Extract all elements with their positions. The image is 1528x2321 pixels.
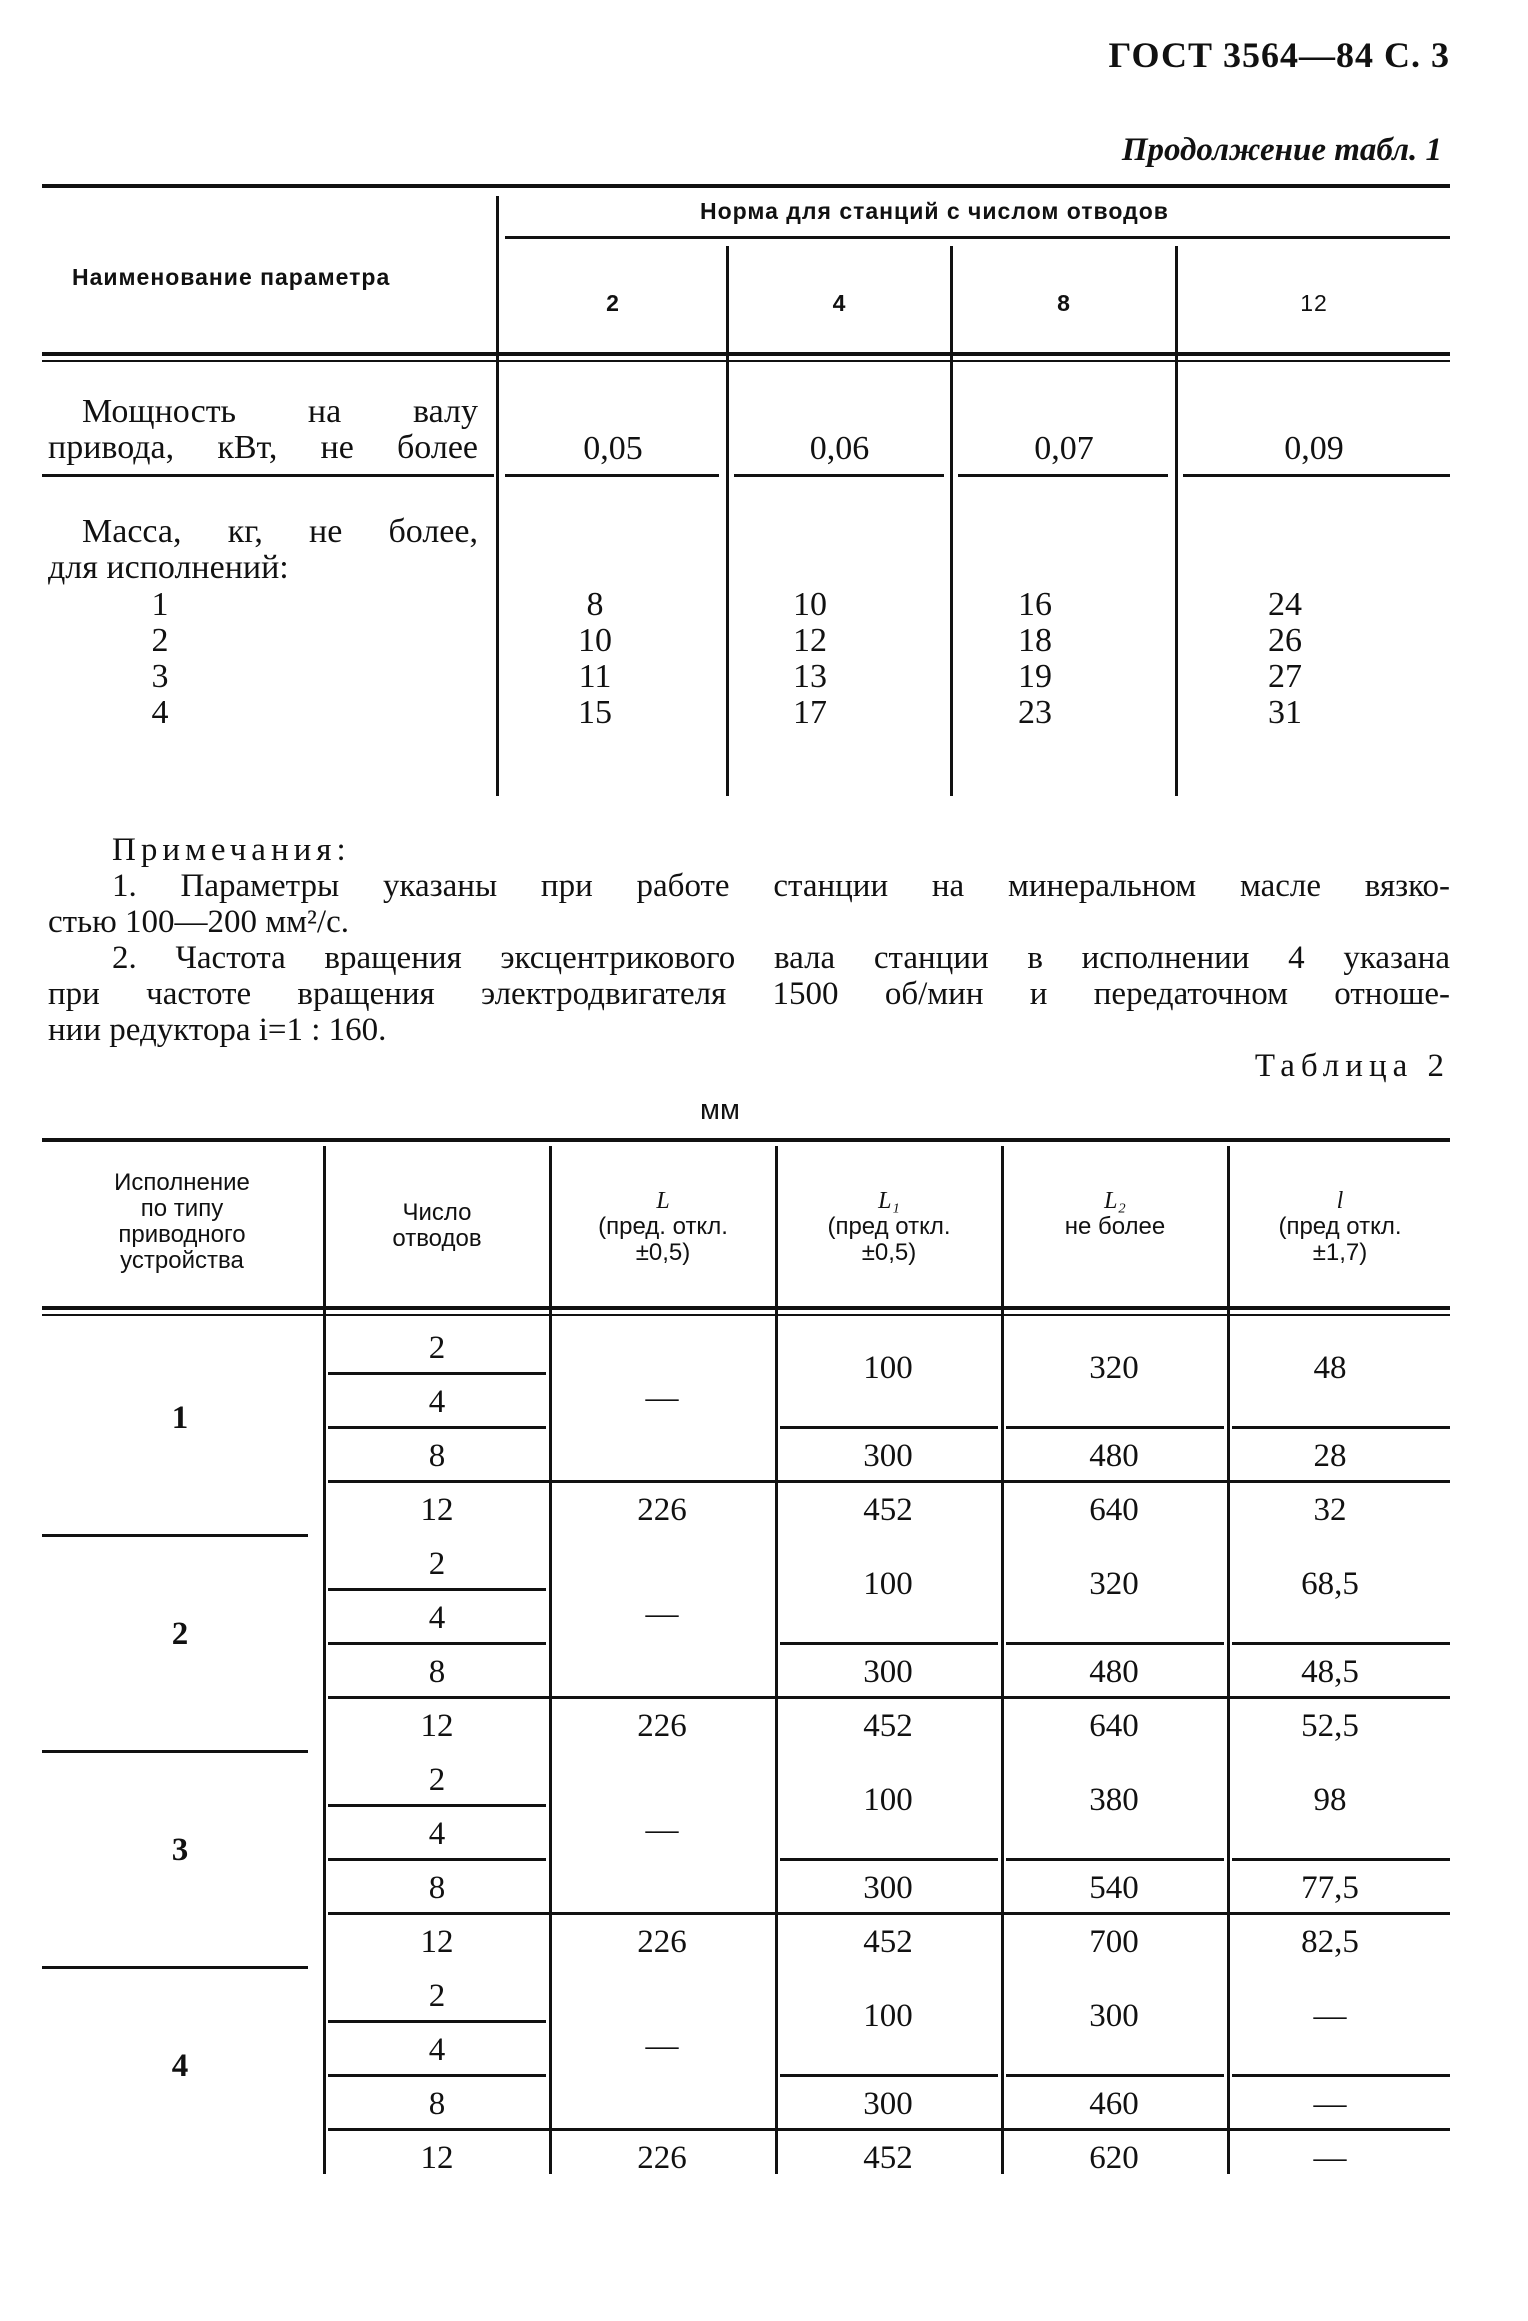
count-cell: 8 <box>428 2086 446 2122</box>
header-exec-line: приводного <box>118 1221 246 1248</box>
count-cell: 12 <box>420 1924 454 1960</box>
row-rule <box>328 1642 546 1645</box>
table1-vline-4 <box>1175 246 1178 796</box>
mass-value: 10 <box>793 586 827 623</box>
L2-cell: 620 <box>1089 2140 1139 2176</box>
table1-col-4: 4 <box>832 290 847 316</box>
header-L1 <box>778 1188 1000 1266</box>
L1-cell: 100 <box>863 1350 913 1386</box>
mass-exec: 1 <box>151 586 169 623</box>
L-dash: — <box>645 2028 679 2064</box>
header-L-line: ±0,5) <box>635 1239 691 1266</box>
table2-header-rule-2 <box>42 1314 1450 1316</box>
group-exec: 3 <box>171 1832 189 1868</box>
power-rule-c2 <box>734 474 944 477</box>
count-cell: 12 <box>420 1492 454 1528</box>
mass-value: 24 <box>1268 586 1302 623</box>
L2-cell: 300 <box>1089 1998 1139 2034</box>
L2-cell: 480 <box>1089 1654 1139 1690</box>
mass-exec: 2 <box>151 622 169 659</box>
row-rule <box>328 1588 546 1591</box>
header-count-line: Число <box>402 1199 472 1226</box>
power-value-12: 0,09 <box>1284 430 1344 467</box>
table1-group-header: Норма для станций с числом отводов <box>700 198 1169 224</box>
mass-value: 23 <box>1018 694 1052 731</box>
l-cell: 77,5 <box>1301 1870 1359 1906</box>
l-cell: 32 <box>1313 1492 1347 1528</box>
mass-value: 31 <box>1268 694 1302 731</box>
L1-cell: 100 <box>863 1998 913 2034</box>
row-rule <box>328 1480 1450 1483</box>
table1-continuation-caption: Продолжение табл. 1 <box>1121 132 1442 168</box>
L2-cell: 380 <box>1089 1782 1139 1818</box>
mass-value: 12 <box>793 622 827 659</box>
l-cell: 82,5 <box>1301 1924 1359 1960</box>
table2-vline-2 <box>549 1146 552 2174</box>
L-dash: — <box>645 1596 679 1632</box>
table1-col-8: 8 <box>1057 290 1071 316</box>
L-cell: 226 <box>637 1924 687 1960</box>
table1-top-rule <box>42 184 1450 188</box>
group-rule <box>42 1534 308 1537</box>
header-L2-line: не более <box>1064 1213 1166 1240</box>
header-L2 <box>1004 1188 1226 1240</box>
mass-label-line1: Масса, кг, не более, <box>82 513 478 550</box>
page-header: ГОСТ 3564—84 С. 3 <box>1108 35 1450 75</box>
l-cell: 28 <box>1313 1438 1347 1474</box>
power-row-rule <box>42 474 494 477</box>
row-rule <box>780 2074 998 2077</box>
group-exec: 4 <box>171 2048 189 2084</box>
note2-line2: при частоте вращения электродвигателя 1500 об/мин и передаточном отноше- <box>48 976 1450 1012</box>
table1-vline-1 <box>496 196 499 796</box>
notes-title: Примечания: <box>112 832 351 868</box>
row-rule <box>328 1912 1450 1915</box>
table2-vline-3 <box>775 1146 778 2174</box>
table1-vline-2 <box>726 246 729 796</box>
mass-value: 17 <box>793 694 827 731</box>
L-cell: 226 <box>637 2140 687 2176</box>
row-rule <box>1006 1858 1224 1861</box>
L1-cell: 300 <box>863 1870 913 1906</box>
header-exec <box>42 1170 322 1274</box>
L1-cell: 300 <box>863 1654 913 1690</box>
count-cell: 12 <box>420 2140 454 2176</box>
L2-cell: 700 <box>1089 1924 1139 1960</box>
L2-cell: 460 <box>1089 2086 1139 2122</box>
power-rule-c3 <box>958 474 1168 477</box>
row-rule <box>1232 1642 1450 1645</box>
mass-value: 13 <box>793 658 827 695</box>
power-value-8: 0,07 <box>1034 430 1094 467</box>
mass-value: 10 <box>578 622 612 659</box>
L2-cell: 320 <box>1089 1566 1139 1602</box>
L1-cell: 100 <box>863 1566 913 1602</box>
power-rule-c4 <box>1183 474 1450 477</box>
row-rule <box>780 1858 998 1861</box>
header-L2-symbol: L₂ <box>1104 1188 1126 1214</box>
table1-header-rule <box>42 352 1450 356</box>
note2-line3: нии редуктора i=1 : 160. <box>48 1012 387 1048</box>
header-L-symbol: L <box>656 1188 670 1214</box>
row-rule <box>1006 1426 1224 1429</box>
row-rule <box>328 2128 1450 2131</box>
L-dash: — <box>645 1380 679 1416</box>
table1-vline-3 <box>950 246 953 796</box>
header-l-line: ±1,7) <box>1312 1239 1368 1266</box>
count-cell: 4 <box>428 1384 446 1420</box>
mass-value: 11 <box>578 658 612 695</box>
table1-group-rule <box>505 236 1450 239</box>
row-rule <box>1232 1426 1450 1429</box>
L2-cell: 640 <box>1089 1492 1139 1528</box>
note1-line1: 1. Параметры указаны при работе станции на минеральном масле вязко- <box>112 868 1450 904</box>
mass-value: 19 <box>1018 658 1052 695</box>
header-l-symbol: l <box>1336 1188 1344 1214</box>
power-value-4: 0,06 <box>809 430 870 467</box>
table2-top-rule <box>42 1138 1450 1142</box>
note2-line1: 2. Частота вращения эксцентрикового вала станции в исполнении 4 указана <box>112 940 1450 976</box>
count-cell: 8 <box>428 1654 446 1690</box>
l-cell: — <box>1313 2140 1347 2176</box>
group-rule <box>42 1750 308 1753</box>
header-exec-line: устройства <box>120 1247 244 1274</box>
count-cell: 2 <box>428 1762 446 1798</box>
row-rule <box>328 1426 546 1429</box>
L-cell: 226 <box>637 1492 687 1528</box>
count-cell: 8 <box>428 1438 446 1474</box>
header-exec-line: Исполнение <box>114 1169 250 1196</box>
header-l <box>1230 1188 1450 1266</box>
count-cell: 2 <box>428 1330 446 1366</box>
row-rule <box>328 2074 546 2077</box>
table2-title: Таблица 2 <box>1254 1048 1450 1084</box>
l-cell: 52,5 <box>1301 1708 1359 1744</box>
l-cell: 98 <box>1313 1782 1347 1818</box>
count-cell: 2 <box>428 1546 446 1582</box>
table2-unit: мм <box>700 1094 740 1126</box>
row-rule <box>1006 2074 1224 2077</box>
row-rule <box>1232 2074 1450 2077</box>
table1-col-2: 2 <box>606 290 620 316</box>
power-label-line2: привода, кВт, не более <box>48 429 478 466</box>
header-count-line: отводов <box>392 1225 482 1252</box>
header-L1-line: (пред откл. <box>827 1213 951 1240</box>
l-cell: 48,5 <box>1301 1654 1359 1690</box>
l-cell: 68,5 <box>1301 1566 1359 1602</box>
header-L-line: (пред. откл. <box>598 1213 728 1240</box>
count-cell: 8 <box>428 1870 446 1906</box>
mass-value: 18 <box>1018 622 1052 659</box>
L2-cell: 640 <box>1089 1708 1139 1744</box>
count-cell: 2 <box>428 1978 446 2014</box>
l-cell: — <box>1313 1998 1347 2034</box>
mass-label-line2: для исполнений: <box>48 549 289 586</box>
row-rule <box>780 1426 998 1429</box>
table1-header-rule-2 <box>42 360 1450 362</box>
header-L1-line: ±0,5) <box>861 1239 917 1266</box>
mass-exec: 3 <box>151 658 169 695</box>
table2-vline-4 <box>1001 1146 1004 2174</box>
header-L1-symbol: L₁ <box>878 1188 900 1214</box>
group-exec: 2 <box>171 1616 189 1652</box>
power-value-2: 0,05 <box>583 430 643 467</box>
group-rule <box>42 1966 308 1969</box>
power-label-line1: Мощность на валу <box>82 393 478 430</box>
count-cell: 12 <box>420 1708 454 1744</box>
header-l-line: (пред откл. <box>1278 1213 1402 1240</box>
mass-value: 16 <box>1018 586 1052 623</box>
row-rule <box>328 1696 1450 1699</box>
count-cell: 4 <box>428 1816 446 1852</box>
L-dash: — <box>645 1812 679 1848</box>
row-rule <box>328 1858 546 1861</box>
L2-cell: 320 <box>1089 1350 1139 1386</box>
header-count <box>326 1200 548 1252</box>
header-L <box>552 1188 774 1266</box>
row-rule <box>1006 1642 1224 1645</box>
group-exec: 1 <box>171 1400 189 1436</box>
row-rule <box>328 2020 546 2023</box>
row-rule <box>328 1372 546 1375</box>
count-cell: 4 <box>428 1600 446 1636</box>
L1-cell: 300 <box>863 2086 913 2122</box>
table2-vline-5 <box>1227 1146 1230 2174</box>
note1-line2: стью 100—200 мм²/с. <box>48 904 349 940</box>
mass-value: 8 <box>586 586 604 623</box>
L1-cell: 100 <box>863 1782 913 1818</box>
mass-value: 26 <box>1268 622 1302 659</box>
row-rule <box>780 1642 998 1645</box>
row-rule <box>1232 1858 1450 1861</box>
L1-cell: 452 <box>863 1708 913 1744</box>
L1-cell: 452 <box>863 2140 913 2176</box>
mass-value: 15 <box>578 694 612 731</box>
count-cell: 4 <box>428 2032 446 2068</box>
table2-vline-1 <box>323 1146 326 2174</box>
L1-cell: 300 <box>863 1438 913 1474</box>
table1-param-header: Наименование параметра <box>72 264 391 290</box>
l-cell: — <box>1313 2086 1347 2122</box>
l-cell: 48 <box>1313 1350 1347 1386</box>
L1-cell: 452 <box>863 1492 913 1528</box>
mass-exec: 4 <box>151 694 169 731</box>
L2-cell: 480 <box>1089 1438 1139 1474</box>
mass-value: 27 <box>1268 658 1302 695</box>
table2-header-rule <box>42 1306 1450 1310</box>
header-exec-line: по типу <box>140 1195 224 1222</box>
L1-cell: 452 <box>863 1924 913 1960</box>
L-cell: 226 <box>637 1708 687 1744</box>
row-rule <box>328 1804 546 1807</box>
power-rule-c1 <box>505 474 719 477</box>
L2-cell: 540 <box>1089 1870 1139 1906</box>
table1-col-12: 12 <box>1300 290 1328 316</box>
